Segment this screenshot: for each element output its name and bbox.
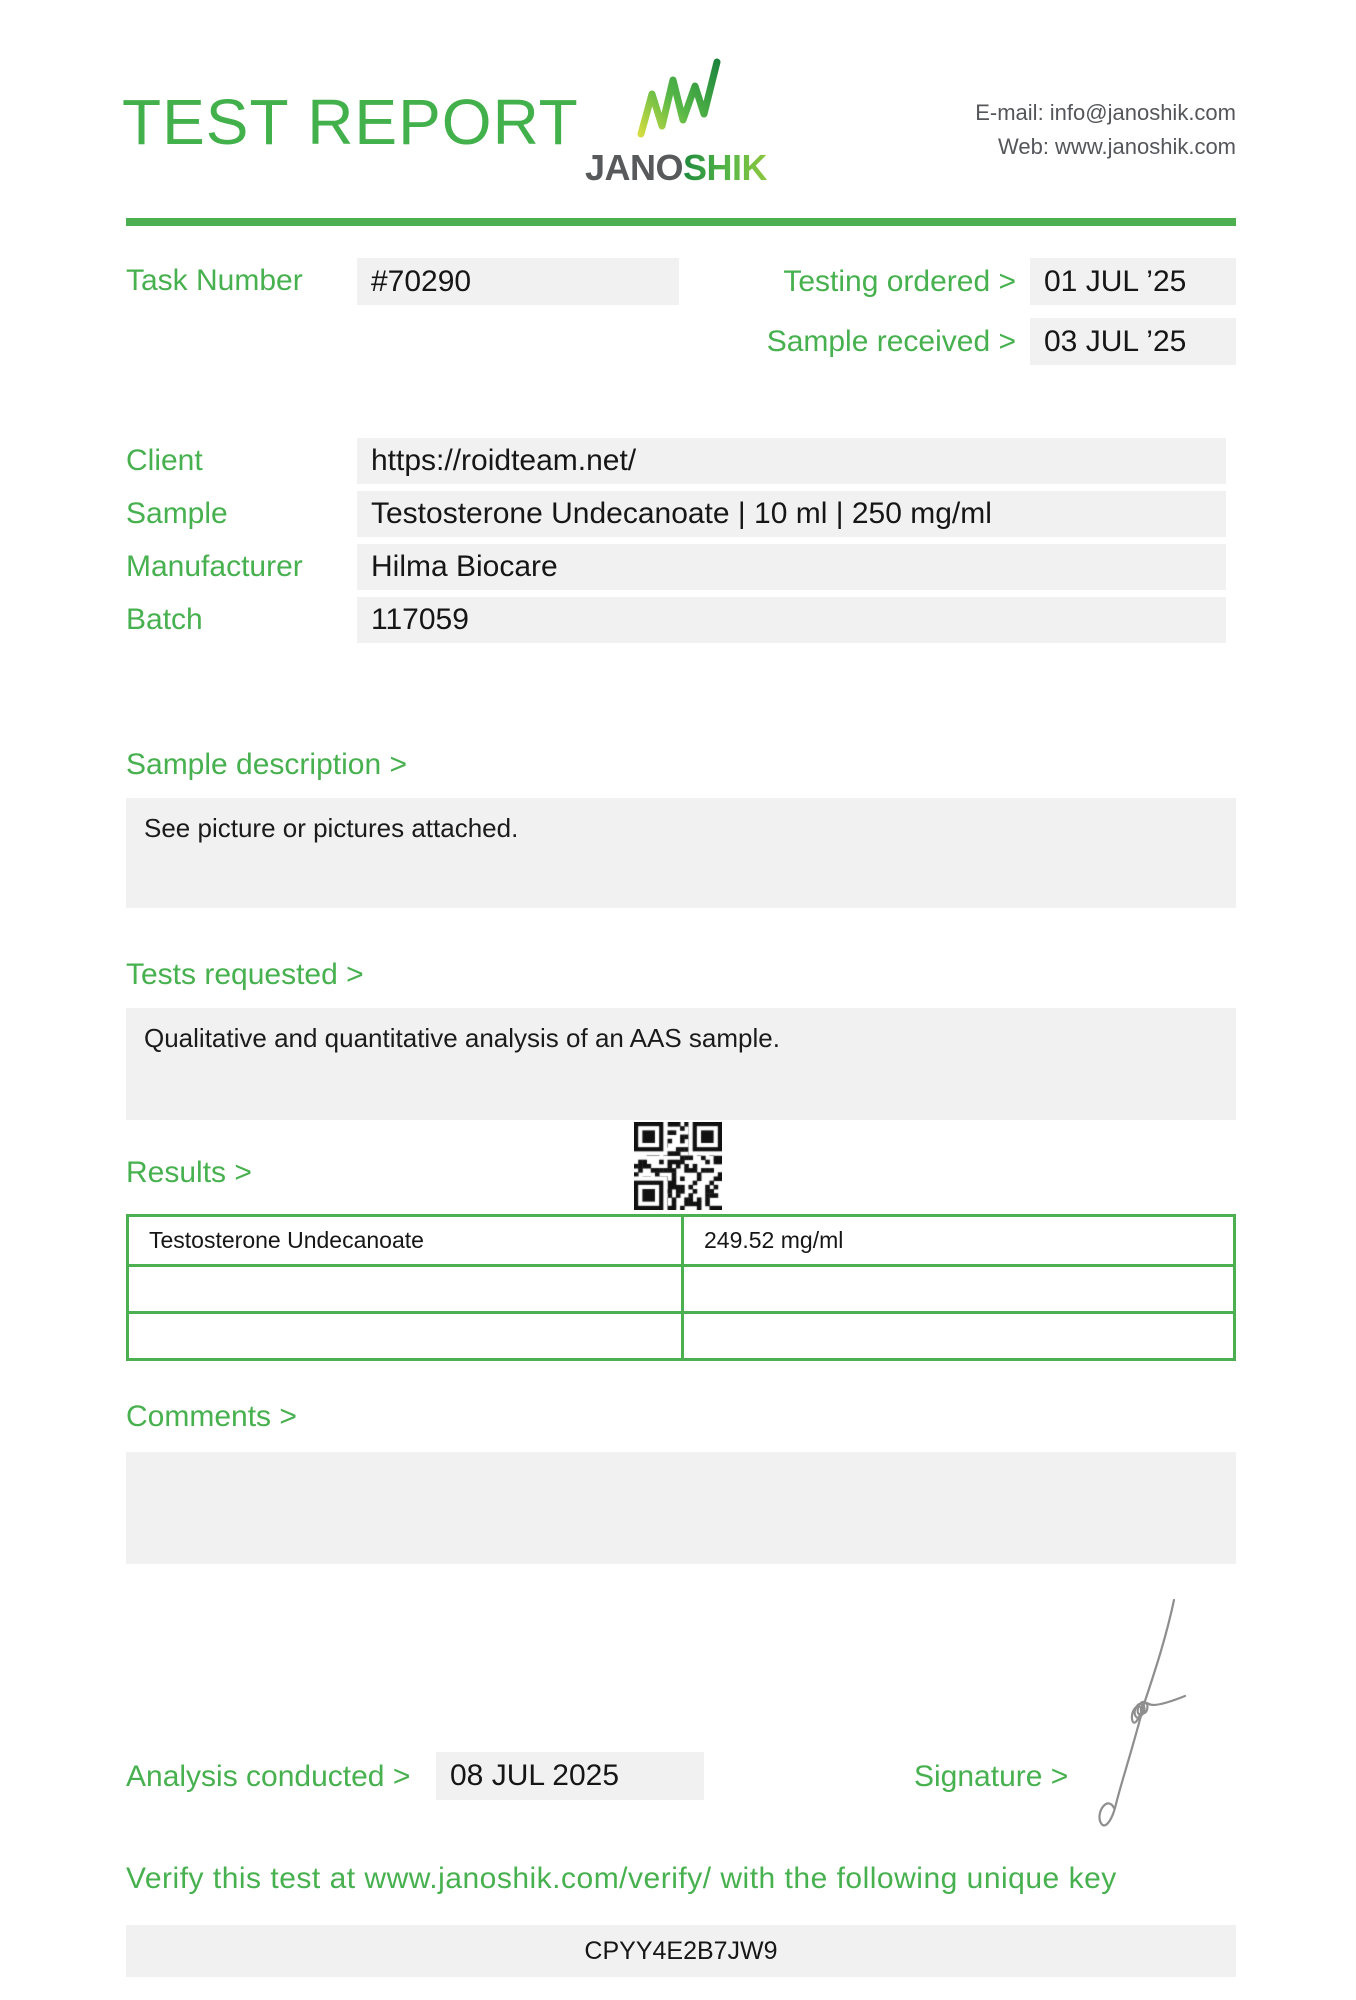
tests-requested-heading: Tests requested > — [126, 958, 364, 991]
results-row-substance — [129, 1311, 681, 1358]
logo-chart-icon — [634, 56, 724, 140]
qr-code — [634, 1122, 722, 1210]
analysis-conducted-label: Analysis conducted > — [126, 1760, 411, 1793]
page-title: TEST REPORT — [122, 86, 579, 158]
brand-text-shik: SHIK — [683, 147, 768, 188]
client-value: https://roidteam.net/ — [357, 438, 1226, 484]
contact-email: E-mail: info@janoshik.com — [975, 100, 1236, 125]
results-row-substance: Testosterone Undecanoate — [129, 1217, 681, 1264]
tests-requested-box: Qualitative and quantitative analysis of an AAS sample. — [126, 1008, 1236, 1120]
results-row-value: 249.52 mg/ml — [681, 1217, 1233, 1264]
task-number-value: #70290 — [357, 258, 679, 305]
header-divider — [126, 218, 1236, 226]
sample-received-label: Sample received > — [766, 325, 1016, 358]
verify-key: CPYY4E2B7JW9 — [126, 1925, 1236, 1977]
batch-value: 117059 — [357, 597, 1226, 643]
testing-ordered-row — [600, 258, 1236, 305]
sample-received-value: 03 JUL ’25 — [1030, 318, 1236, 365]
contact-web: Web: www.janoshik.com — [997, 134, 1236, 160]
results-row-value — [681, 1264, 1233, 1311]
sample-description-heading: Sample description > — [126, 748, 407, 781]
batch-label: Batch — [126, 603, 203, 636]
brand-text-jano: JANO — [585, 147, 684, 188]
sample-label: Sample — [126, 497, 228, 530]
signature-label: Signature > — [914, 1760, 1069, 1793]
signature-image — [1088, 1598, 1198, 1842]
comments-heading: Comments > — [126, 1400, 297, 1433]
brand-wordmark — [585, 147, 768, 188]
results-row-value — [681, 1311, 1233, 1358]
sample-value: Testosterone Undecanoate | 10 ml | 250 mg/ml — [357, 491, 1226, 537]
results-table — [126, 1214, 1236, 1361]
sample-received-row — [600, 318, 1236, 365]
manufacturer-label: Manufacturer — [126, 550, 303, 583]
verify-instruction: Verify this test at www.janoshik.com/verify/ with the following unique key — [126, 1862, 1117, 1895]
results-row-substance — [129, 1264, 681, 1311]
analysis-conducted-value: 08 JUL 2025 — [436, 1752, 704, 1800]
client-label: Client — [126, 444, 203, 477]
manufacturer-value: Hilma Biocare — [357, 544, 1226, 590]
comments-box — [126, 1452, 1236, 1564]
task-number-label: Task Number — [126, 264, 303, 297]
sample-description-box: See picture or pictures attached. — [126, 798, 1236, 908]
testing-ordered-value: 01 JUL ’25 — [1030, 258, 1236, 305]
results-heading: Results > — [126, 1156, 252, 1189]
testing-ordered-label: Testing ordered > — [783, 265, 1016, 298]
contact-block — [975, 96, 1236, 164]
